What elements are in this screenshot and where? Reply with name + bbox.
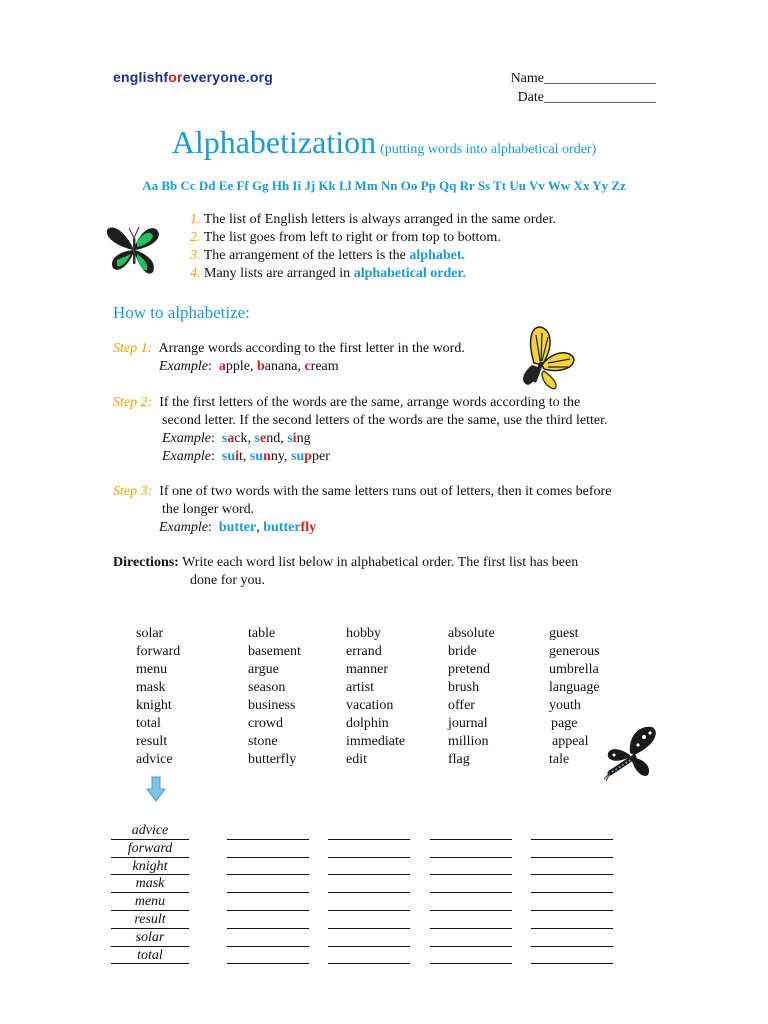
answer-item: total — [111, 947, 189, 965]
list-item: butterfly — [248, 752, 297, 767]
answer-item: knight — [111, 858, 189, 876]
answer-blank[interactable] — [328, 840, 410, 858]
list-item: absolute — [448, 626, 495, 641]
step-1: Step 1: Arrange words according to the first letter in the word. Example: apple, banana, cream — [113, 341, 465, 374]
answer-blank[interactable] — [227, 893, 309, 911]
butterfly-green-icon — [103, 220, 163, 282]
answer-blank[interactable] — [227, 858, 309, 876]
howto-heading: How to alphabetize: — [113, 303, 250, 322]
answer-item: mask — [111, 875, 189, 893]
word-list-4 — [448, 625, 495, 769]
list-item: umbrella — [549, 662, 599, 677]
answer-blank[interactable] — [227, 840, 309, 858]
answer-column-4[interactable] — [430, 822, 512, 964]
step-3: Step 3: If one of two words with the same letters runs out of letters, then it comes before the longer word. Example: butter, butterfly — [113, 484, 612, 535]
fact-2: 2. The list goes from left to right or from top to bottom. — [190, 230, 501, 245]
answer-blank[interactable] — [227, 822, 309, 840]
answer-blank[interactable] — [328, 929, 410, 947]
date-field[interactable]: Date________________ — [517, 90, 656, 105]
answer-blank[interactable] — [531, 840, 613, 858]
name-field[interactable]: Name________________ — [510, 71, 656, 86]
answer-blank[interactable] — [227, 929, 309, 947]
list-item: edit — [346, 752, 367, 767]
title-main: Alphabetization — [171, 124, 377, 160]
butterfly-black-icon — [600, 723, 662, 785]
answer-blank[interactable] — [531, 858, 613, 876]
answer-blank[interactable] — [430, 840, 512, 858]
answer-column-done — [111, 822, 189, 964]
answer-blank[interactable] — [430, 929, 512, 947]
word-list-5 — [549, 625, 600, 769]
answer-blank[interactable] — [531, 929, 613, 947]
list-item: generous — [549, 644, 600, 659]
word-list-1 — [136, 625, 180, 769]
word-list-3 — [346, 625, 405, 769]
answer-blank[interactable] — [430, 893, 512, 911]
answer-blank[interactable] — [328, 822, 410, 840]
site-logo: englishforeveryone.org — [113, 69, 274, 85]
answer-blank[interactable] — [227, 947, 309, 965]
answer-column-5[interactable] — [531, 822, 613, 964]
list-item: appeal — [552, 734, 589, 749]
answer-column-2[interactable] — [227, 822, 309, 964]
list-item: season — [248, 680, 286, 695]
answer-blank[interactable] — [227, 875, 309, 893]
list-item: flag — [448, 752, 470, 767]
step-1-example: Example: apple, banana, cream — [159, 359, 339, 374]
list-item: guest — [549, 626, 579, 641]
answer-item: menu — [111, 893, 189, 911]
list-item: bride — [448, 644, 477, 659]
answer-blank[interactable] — [328, 911, 410, 929]
list-item: result — [136, 734, 168, 749]
list-item: journal — [448, 716, 488, 731]
list-item: advice — [136, 752, 173, 767]
answer-blank[interactable] — [328, 858, 410, 876]
answer-blank[interactable] — [430, 822, 512, 840]
answer-item: forward — [111, 840, 189, 858]
fact-1: 1. The list of English letters is always arranged in the same order. — [190, 212, 556, 227]
step-2: Step 2: If the first letters of the words are the same, arrange words according to the second letter. If the second letters of the words are the same, use the third letter. Example: sack, send, sing Example: suit, sunny, supper — [113, 395, 608, 464]
answer-blank[interactable] — [531, 947, 613, 965]
list-item: solar — [136, 626, 164, 641]
list-item: menu — [136, 662, 168, 677]
answer-blank[interactable] — [531, 875, 613, 893]
list-item: offer — [448, 698, 475, 713]
list-item: million — [448, 734, 489, 749]
answer-blank[interactable] — [430, 875, 512, 893]
answer-blank[interactable] — [328, 875, 410, 893]
list-item: immediate — [346, 734, 406, 749]
list-item: stone — [248, 734, 278, 749]
list-item: table — [248, 626, 276, 641]
list-item: mask — [136, 680, 166, 695]
list-item: hobby — [346, 626, 381, 641]
answer-item: solar — [111, 929, 189, 947]
list-item: dolphin — [346, 716, 389, 731]
page-title — [0, 124, 768, 161]
list-item: artist — [346, 680, 374, 695]
answer-blank[interactable] — [531, 822, 613, 840]
list-item: brush — [448, 680, 480, 695]
list-item: vacation — [346, 698, 394, 713]
arrow-down-icon — [146, 776, 166, 802]
answer-blank[interactable] — [328, 893, 410, 911]
answer-blank[interactable] — [328, 947, 410, 965]
answer-blank[interactable] — [531, 893, 613, 911]
word-list-2 — [248, 625, 301, 769]
list-item: business — [248, 698, 296, 713]
list-item: total — [136, 716, 161, 731]
butterfly-yellow-icon — [508, 323, 580, 393]
title-sub: (putting words into alphabetical order) — [380, 142, 597, 157]
step-2-example-2: Example: suit, sunny, supper — [162, 449, 330, 464]
answer-blank[interactable] — [430, 947, 512, 965]
list-item: forward — [136, 644, 181, 659]
list-item: youth — [549, 698, 581, 713]
answer-blank[interactable] — [430, 911, 512, 929]
directions: Directions: Write each word list below in alphabetical order. The first list has been done for you. — [113, 555, 579, 588]
list-item: page — [551, 716, 578, 731]
list-item: language — [549, 680, 600, 695]
answer-item: result — [111, 911, 189, 929]
facts-list — [190, 211, 556, 283]
list-item: tale — [549, 752, 570, 767]
list-item: manner — [346, 662, 388, 677]
answer-blank[interactable] — [531, 911, 613, 929]
list-item: basement — [248, 644, 301, 659]
answer-column-3[interactable] — [328, 822, 410, 964]
step-2-example-1: Example: sack, send, sing — [162, 431, 311, 446]
list-item: crowd — [248, 716, 283, 731]
fact-3: 3. The arrangement of the letters is the alphabet. — [190, 248, 466, 263]
list-item: errand — [346, 644, 382, 659]
list-item: pretend — [448, 662, 490, 677]
alphabet-line: Aa Bb Cc Dd Ee Ff Gg Hh Ii Jj Kk Ll Mm Nn Oo Pp Qq Rr Ss Tt Uu Vv Ww Xx Yy Zz — [142, 178, 626, 193]
list-item: knight — [136, 698, 172, 713]
answer-blank[interactable] — [430, 858, 512, 876]
fact-4: 4. Many lists are arranged in alphabetical order. — [190, 266, 466, 281]
answer-item: advice — [111, 822, 189, 840]
answer-blank[interactable] — [227, 911, 309, 929]
list-item: argue — [248, 662, 279, 677]
step-3-example: Example: butter, butterfly — [159, 520, 317, 535]
